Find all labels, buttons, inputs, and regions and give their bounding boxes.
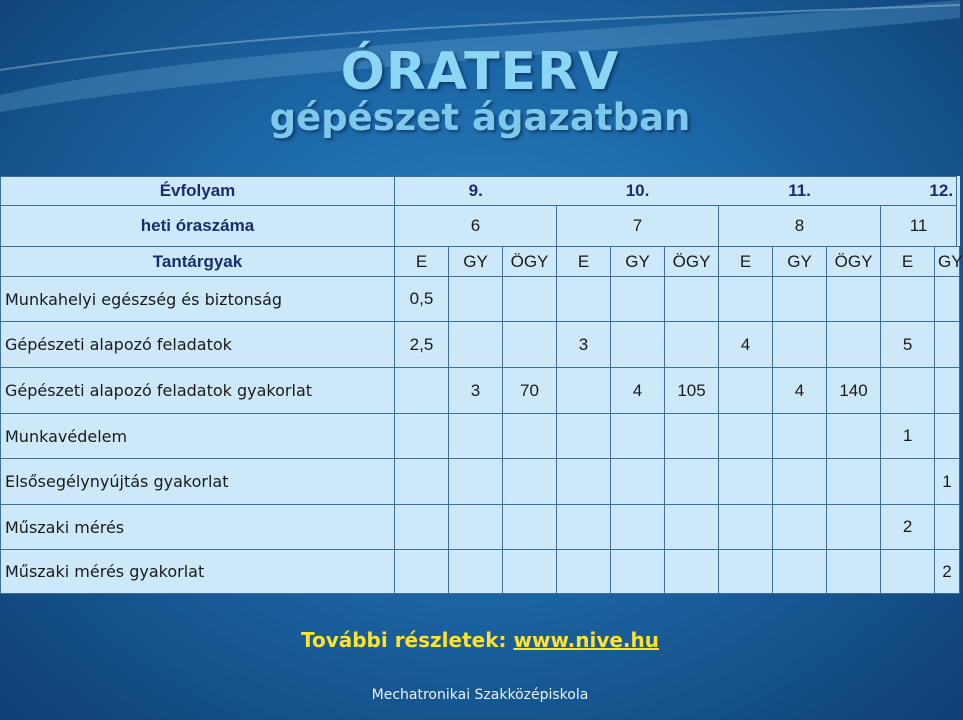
table-row (1, 277, 960, 322)
hours-cell (503, 322, 557, 368)
hours-cell (557, 277, 611, 322)
weekly-hours-10: 7 (557, 206, 719, 247)
subject-name: Gépészeti alapozó feladatok (1, 322, 395, 368)
hours-cell (557, 414, 611, 459)
hours-cell (503, 414, 557, 459)
types-row (1, 247, 960, 277)
hours-cell (827, 277, 881, 322)
hours-cell (935, 277, 960, 322)
hours-cell (449, 505, 503, 550)
subject-name: Munkavédelem (1, 414, 395, 459)
hours-cell: 2,5 (395, 322, 449, 368)
hours-cell (395, 459, 449, 505)
hours-cell: 2 (935, 550, 960, 594)
hours-cell (611, 277, 665, 322)
hours-cell (557, 368, 611, 414)
table-row (1, 550, 960, 594)
hours-cell (719, 277, 773, 322)
hours-cell (827, 414, 881, 459)
hours-cell: 0,5 (395, 277, 449, 322)
type-col-header: E (881, 247, 935, 277)
grade-header-row (1, 177, 960, 206)
hours-cell: 70 (503, 368, 557, 414)
weekly-hours-label: heti óraszáma (1, 206, 395, 247)
hours-cell (395, 505, 449, 550)
type-col-header: E (557, 247, 611, 277)
footer-prefix: További részletek: (300, 628, 514, 652)
hours-cell (935, 505, 960, 550)
grade-9: 9. (395, 177, 557, 206)
table-row (1, 414, 960, 459)
hours-cell: 5 (881, 322, 935, 368)
table-row (1, 459, 960, 505)
subject-rows (1, 277, 960, 594)
hours-cell (665, 505, 719, 550)
hours-cell: 1 (881, 414, 935, 459)
hours-cell (557, 550, 611, 594)
hours-cell (773, 414, 827, 459)
hours-cell (665, 322, 719, 368)
hours-cell (611, 550, 665, 594)
hours-cell (611, 459, 665, 505)
hours-cell (449, 550, 503, 594)
hours-cell (395, 368, 449, 414)
type-col-header: GY (611, 247, 665, 277)
nive-link[interactable]: www.nive.hu (513, 628, 660, 652)
hours-cell (449, 322, 503, 368)
type-col-header: E (395, 247, 449, 277)
page-title: ÓRATERV (340, 42, 620, 102)
hours-cell (773, 277, 827, 322)
subject-name: Elsősegélynyújtás gyakorlat (1, 459, 395, 505)
hours-cell (719, 505, 773, 550)
page-subtitle: gépészet ágazatban (269, 96, 691, 139)
weekly-hours-12: 11 (881, 206, 957, 247)
hours-cell (719, 368, 773, 414)
subject-name: Műszaki mérés gyakorlat (1, 550, 395, 594)
hours-cell (827, 550, 881, 594)
hours-cell: 4 (719, 322, 773, 368)
weekly-hours-9: 6 (395, 206, 557, 247)
hours-cell (449, 277, 503, 322)
type-col-header: GY (449, 247, 503, 277)
hours-cell (611, 322, 665, 368)
hours-cell (719, 414, 773, 459)
hours-cell (503, 277, 557, 322)
hours-cell (773, 322, 827, 368)
hours-cell (395, 550, 449, 594)
hours-cell (719, 459, 773, 505)
evfolyam-label: Évfolyam (1, 177, 395, 206)
hours-cell: 4 (611, 368, 665, 414)
type-col-header: GY (935, 247, 960, 277)
hours-cell (611, 505, 665, 550)
curriculum-table (0, 176, 963, 594)
type-col-header: ÖGY (503, 247, 557, 277)
hours-cell (827, 459, 881, 505)
hours-cell (665, 414, 719, 459)
hours-cell (611, 414, 665, 459)
hours-cell (827, 505, 881, 550)
type-col-header: E (719, 247, 773, 277)
hours-cell (449, 459, 503, 505)
hours-cell (503, 459, 557, 505)
hours-cell (827, 322, 881, 368)
hours-cell (395, 414, 449, 459)
weekly-hours-row (1, 206, 960, 247)
hours-cell (773, 459, 827, 505)
hours-cell (503, 550, 557, 594)
hours-cell (557, 459, 611, 505)
hours-cell (881, 277, 935, 322)
hours-cell (503, 505, 557, 550)
hours-cell (773, 505, 827, 550)
hours-cell (881, 368, 935, 414)
hours-cell: 4 (773, 368, 827, 414)
table-row (1, 322, 960, 368)
hours-cell (719, 550, 773, 594)
school-name: Mechatronikai Szakközépiskola (371, 687, 589, 703)
hours-cell (665, 550, 719, 594)
table-row (1, 505, 960, 550)
hours-cell (557, 505, 611, 550)
weekly-hours-11: 8 (719, 206, 881, 247)
hours-cell (935, 414, 960, 459)
tantargyak-label: Tantárgyak (1, 247, 395, 277)
hours-cell (881, 459, 935, 505)
subject-name: Gépészeti alapozó feladatok gyakorlat (1, 368, 395, 414)
subject-name: Munkahelyi egészség és biztonság (1, 277, 395, 322)
hours-cell: 3 (449, 368, 503, 414)
hours-cell (935, 368, 960, 414)
hours-cell: 140 (827, 368, 881, 414)
type-col-header: ÖGY (827, 247, 881, 277)
hours-cell (881, 550, 935, 594)
hours-cell: 105 (665, 368, 719, 414)
hours-cell: 3 (557, 322, 611, 368)
subject-name: Műszaki mérés (1, 505, 395, 550)
hours-cell: 1 (935, 459, 960, 505)
type-col-header: ÖGY (665, 247, 719, 277)
type-col-header: GY (773, 247, 827, 277)
hours-cell (773, 550, 827, 594)
grade-10: 10. (557, 177, 719, 206)
footer-more-info (0, 628, 960, 652)
grade-12: 12. (881, 177, 957, 206)
hours-cell (449, 414, 503, 459)
hours-cell (935, 322, 960, 368)
grade-11: 11. (719, 177, 881, 206)
hours-cell (665, 459, 719, 505)
hours-cell: 2 (881, 505, 935, 550)
table-row (1, 368, 960, 414)
hours-cell (665, 277, 719, 322)
